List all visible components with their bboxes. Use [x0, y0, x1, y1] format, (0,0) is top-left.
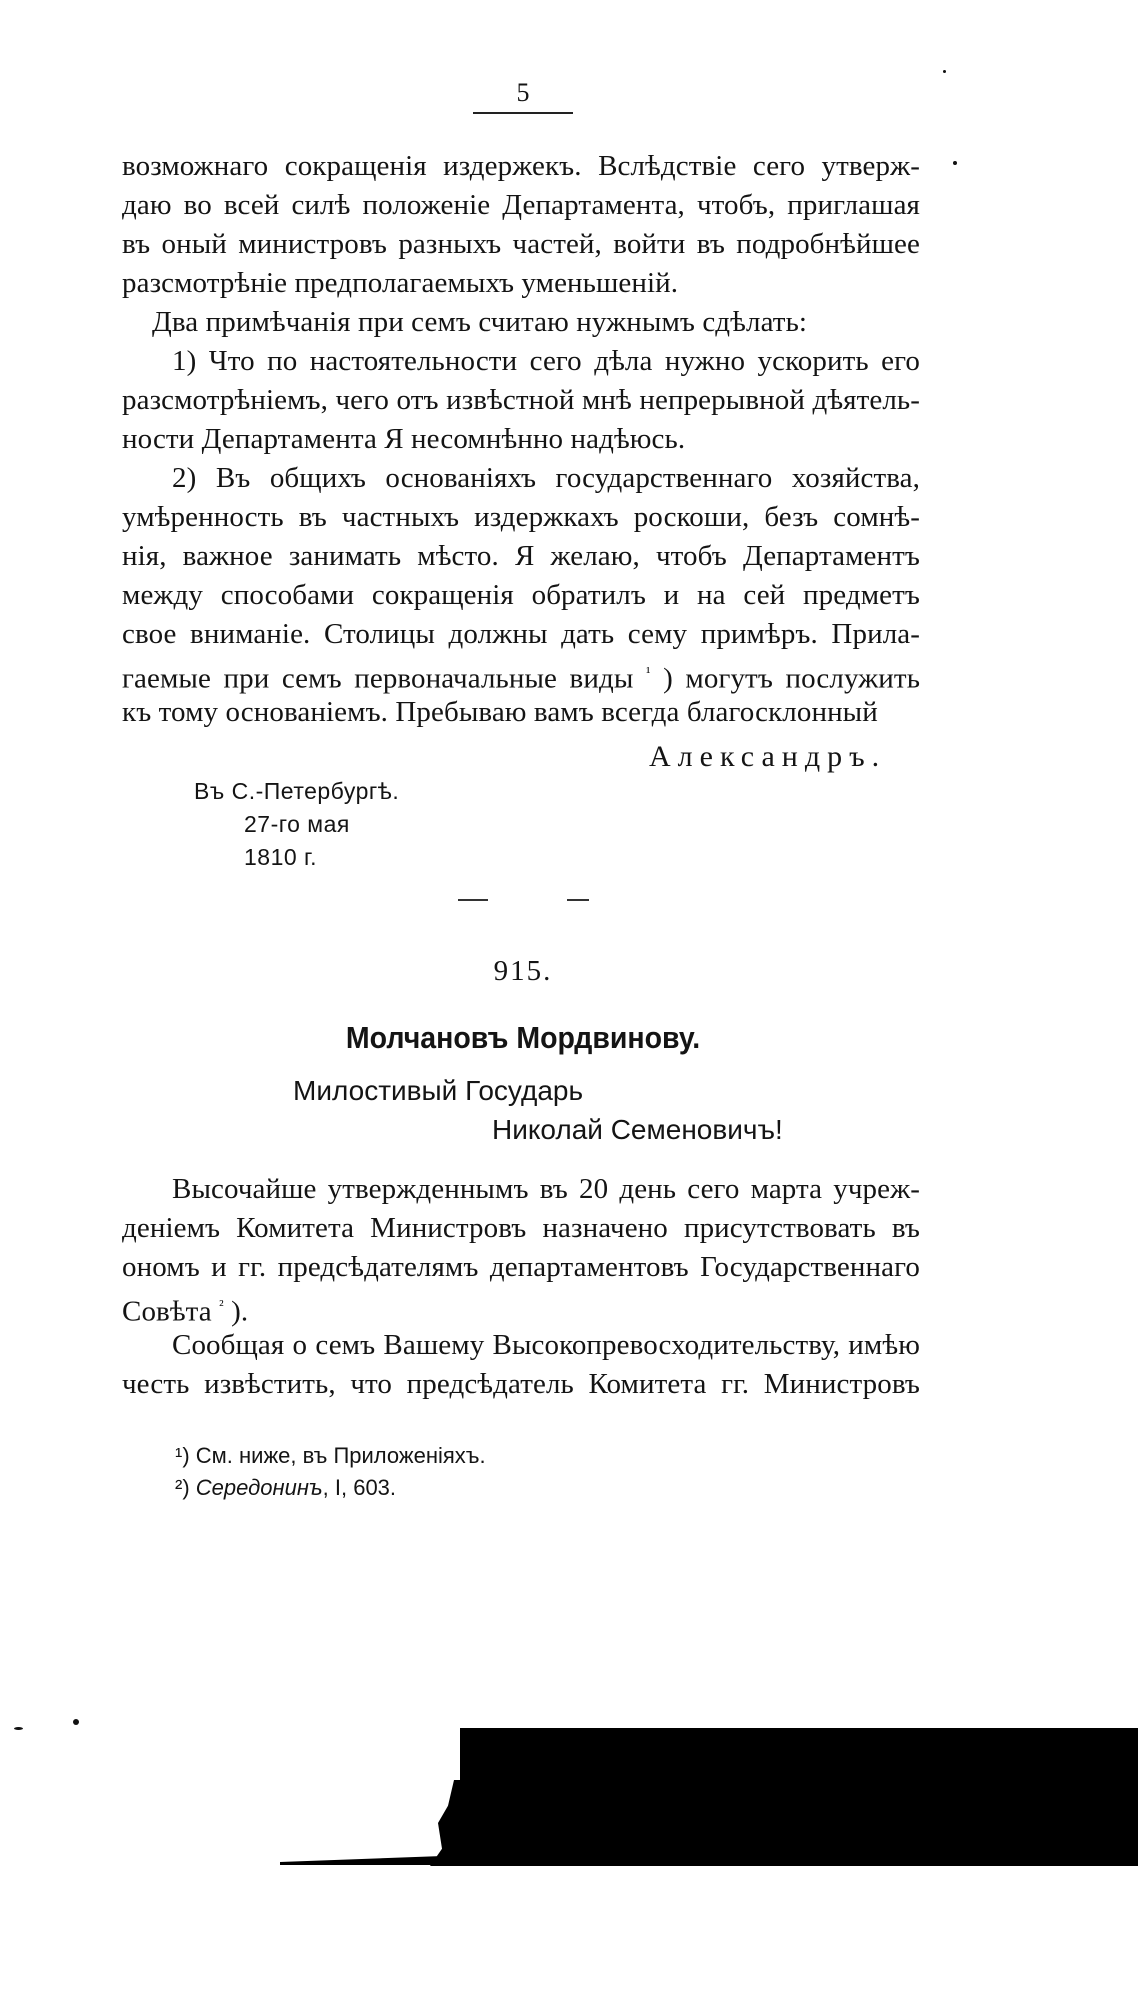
date-day: 27-го мая: [244, 811, 350, 837]
text-line: Высочайше утвержденнымъ въ 20 день сего марта учреж-: [172, 1173, 920, 1205]
text-line: даю во всей силѣ положеніе Департамента, чтобъ, приглашая: [122, 189, 920, 221]
text-line: [122, 1288, 920, 1330]
text-fragment: ) могутъ послужить: [663, 662, 921, 695]
separator: [567, 899, 589, 901]
scan-artifact-block: [460, 1728, 1138, 1866]
text-line: къ тому основаніемъ. Пребываю вамъ всегда благосклонный: [122, 696, 878, 728]
scan-artifact-edge: [430, 1780, 470, 1866]
text-line: нія, важное занимать мѣсто. Я желаю, чтобъ Департаментъ: [122, 540, 920, 572]
text-line: честь извѣстить, что предсѣдатель Комитета гг. Министровъ: [122, 1368, 920, 1400]
text-fragment: ).: [231, 1295, 249, 1328]
footnote-text: , I, 603.: [322, 1475, 397, 1500]
text-line: свое вниманіе. Столицы должны дать сему примѣръ. Прила-: [122, 618, 920, 650]
separator: [458, 899, 488, 901]
text-line: въ оный министровъ разныхъ частей, войти въ подробнѣйшее: [122, 228, 920, 260]
text-line: деніемъ Комитета Министровъ назначено присутствовать въ: [122, 1212, 920, 1244]
signature: Александръ.: [649, 740, 887, 773]
footnote-2: [175, 1475, 396, 1501]
footnote-author: Середонинъ: [195, 1475, 323, 1500]
text-line: 1) Что по настоятельности сего дѣла нужно ускорить его: [172, 345, 920, 377]
page-number-rule: [473, 112, 573, 114]
scan-speck: [953, 161, 957, 165]
scan-speck: [14, 1727, 23, 1730]
document-heading: Молчановъ Мордвинову.: [345, 1020, 701, 1055]
date-year: 1810 г.: [244, 844, 318, 870]
text-fragment: Совѣта: [122, 1295, 212, 1328]
text-line: 2) Въ общихъ основаніяхъ государственнаго хозяйства,: [172, 462, 920, 494]
text-line: между способами сокращенія обратилъ и на сей предметъ: [122, 579, 920, 611]
footnote-ref: ²: [219, 1298, 224, 1314]
text-fragment: гаемые при семъ первоначальные виды: [122, 662, 634, 695]
text-line: ности Департамента Я несомнѣнно надѣюсь.: [122, 423, 686, 455]
text-line: возможнаго сокращенія издержекъ. Вслѣдствіе сего утверж-: [122, 150, 920, 182]
footnote-marker: ¹): [175, 1443, 190, 1468]
salutation-line-2: Николай Семеновичъ!: [492, 1114, 783, 1145]
scan-speck: [73, 1719, 79, 1725]
text-line: [122, 655, 920, 697]
footnote-text: См. ниже, въ Приложеніяхъ.: [195, 1443, 486, 1468]
text-line: умѣренность въ частныхъ издержкахъ роскоши, безъ сомнѣ-: [122, 501, 920, 533]
page-number: 5: [516, 78, 530, 107]
document-number: 915.: [493, 955, 553, 987]
text-line: разсмотрѣніемъ, чего отъ извѣстной мнѣ непрерывной дѣятель-: [122, 384, 920, 416]
text-line: Сообщая о семъ Вашему Высокопревосходительству, имѣю: [172, 1329, 920, 1361]
text-line: разсмотрѣніе предполагаемыхъ уменьшеній.: [122, 267, 679, 299]
scan-artifact-tail: [280, 1855, 470, 1865]
footnote-ref: ¹: [645, 665, 651, 681]
place: Въ С.-Петербургѣ.: [194, 778, 400, 804]
text-line: Два примѣчанія при семъ считаю нужнымъ сдѣлать:: [152, 306, 808, 338]
salutation-line-1: Милостивый Государь: [293, 1075, 584, 1106]
footnote-marker: ²): [175, 1475, 190, 1500]
scan-speck: [943, 70, 946, 73]
footnote-1: [175, 1443, 486, 1469]
text-line: ономъ и гг. предсѣдателямъ департаментовъ Государственнаго: [122, 1251, 920, 1283]
